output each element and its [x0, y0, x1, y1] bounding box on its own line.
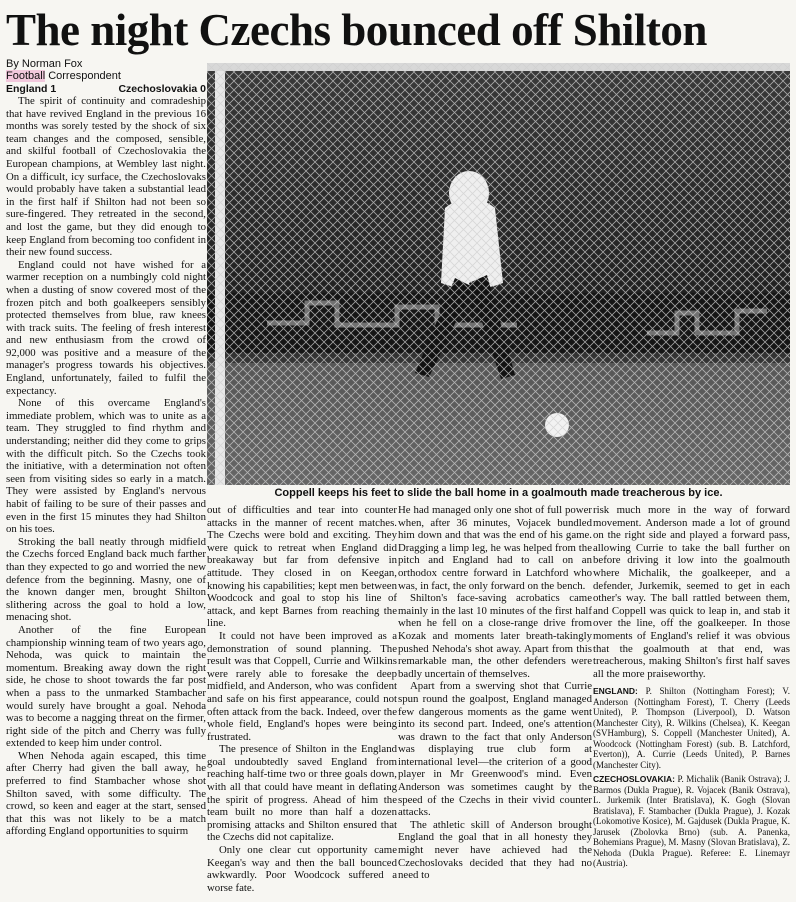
paragraph: Stroking the ball neatly through midfield the Czechs forced England back much farther than they expected to go and worried the new defence from the beginning. Masny, one of the known danger men, brought Shilton slithering across the goal to hold a low, menacing shot. — [6, 535, 206, 624]
article-column-4 — [593, 504, 790, 873]
paragraph: Apart from a swerving shot that Currie spun round the goalpost, England managed few dangerous moments as the game went into its second part. Indeed, one's attention was drawn to the fact that only Anderson was displaying true club form at international level—the criterion of a good player in Mr Greenwood's mind. Even Anderson was sometimes caught by the speed of the Czechs in their vivid counter attacks. — [398, 680, 592, 819]
score-away: Czechoslovakia 0 — [118, 83, 206, 95]
paragraph: It could not have been improved as a demonstration of sound planning. The result was that Coppell, Currie and Wilkins were rarely able to foresake the deep midfield, and Anderson, who was confident and safe on his first appearance, could not often attack from the back. Indeed, over the whole field, England's hopes were being frustrated. — [207, 629, 397, 743]
czech-lineup — [593, 774, 790, 869]
article-column-2 — [207, 504, 397, 894]
paragraph: The athletic skill of Anderson brought England the goal that in all honesty they might never have achieved had the Czechoslovaks decided that they had no need to — [398, 818, 592, 882]
paragraph: When Nehoda again escaped, this time after Cherry had given the ball away, he preferred to find Stambacher whose shot Shilton saved, with some difficulty. The crowd, so keen and eager at the start, sensed that this was not likely to be a match affording England opportunities to squirm — [6, 749, 206, 838]
byline-section-highlight: Football — [6, 70, 46, 82]
goalmouth-photo-image — [207, 63, 790, 485]
article-column-1 — [6, 95, 206, 838]
czech-label: CZECHOSLOVAKIA: — [593, 774, 676, 785]
byline-role: Correspondent — [48, 70, 121, 82]
byline — [6, 58, 121, 82]
paragraph: None of this overcame England's immediate problem, which was to unite as a team. They struggled to find rhythm and understanding; neither did they come to grips with the difficult pitch. So the Czechs took the initiative, with a determination not often seen from visiting sides so early in a match. They were assisted by England's nervous habit of failing to be sure of their passes and even in the first 15 minutes they had Shilton on his toes. — [6, 397, 206, 536]
score-line — [6, 83, 206, 95]
czech-players: P. Michalik (Banik Ostrava); J. Barmos (Dukla Prague), R. Vojacek (Banik Ostrava), L. Jurkemik (Inter Bratislava), K. Gogh (Slovan Bratislava), F. Stambacher (Dukla Prague), J. Kozak (Lokomotive Kosice), M. Gajdusek (Dukla Prague, K. Jarusek (Zbolovka Brno) (sub. A. Panenka, Bohemians Prague), M. Masny (Slovan Bratislava), Z. Nehoda (Dukla Prague). Referee: E. Linemayr (Austria). — [593, 774, 790, 869]
byline-author: By Norman Fox — [6, 58, 83, 70]
match-photo — [207, 63, 790, 485]
paragraph: risk much more in the way of forward movement. Anderson made a lot of ground on the right side and played a forward pass, allowing Currie to take the ball further on before driving it low into the goalmouth where Michalik, the goalkeeper, and a defender, Jurkemik, seemed to get in each other's way. The ball rattled between them, and Coppell was quick to leap in, and stab it over the line, off the goalkeeper. In those moments of England's relief it was obvious that the goalmouth at that end, was treacherous, making Shilton's first half saves all the more praiseworthy. — [593, 504, 790, 680]
paragraph: out of difficulties and tear into counter attacks in the manner of recent matches. The Czechs were bold and exciting. They were quick to retreat when England did breakaway but far from defensive in attitude. They closed in on Keegan, knowing his capabilities; kept men between Woodcock and goal to stop his line of attack, and kept Barnes from reaching the line. — [207, 504, 397, 630]
england-lineup — [593, 686, 790, 770]
paragraph: The spirit of continuity and comradeship that have revived England in the previous 16 months was sorely tested by the shock of six team changes and the composed, sensible, and skilful football of Czechoslovakia the European champions, at Wembley last night. On a difficult, icy surface, the Czechoslovaks would probably have taken a substantial lead in the first half if Shilton had not been so sure-fingered. They retreated in the second, and lost the game, but they did enough to keep England from becoming too confident in their new found success. — [6, 95, 206, 259]
paragraph: Only one clear cut opportunity came Keegan's way and then the ball bounced awkwardly. Poor Woodcock suffered a worse fate. — [207, 844, 397, 894]
score-home: England 1 — [6, 83, 57, 95]
paragraph: Shilton's face-saving acrobatics came mainly in the last 10 minutes of the first half when he fell on a close-range drive from Kozak and moments later breath-takingly pushed Nehoda's shot away. Apart from this remarkable man, the other defenders were badly uncertain of themselves. — [398, 592, 592, 680]
paragraph: England could not have wished for a warmer reception on a numbingly cold night when a dusting of snow covered most of the frozen pitch and both goalkeepers sensibly protected themselves from blue, raw knees with track suits. The feeling of fresh interest and new enthusiasm from the crowd of 92,000 was positive and a measure of the manager's progress towards his objectives. England, unfortunately, failed to fulfil the expectancy. — [6, 258, 206, 397]
article-column-3 — [398, 504, 592, 882]
photo-caption: Coppell keeps his feet to slide the ball home in a goalmouth made treacherous by ice. — [274, 487, 723, 499]
team-lineups — [593, 686, 790, 869]
paragraph: The presence of Shilton in the England goal undoubtedly saved England from reaching half-time two or three goals down, with all that could have meant in deflating the spirit of progress. Ahead of him the team built no more than half a dozen promising attacks and Shilton ensured that the Czechs did not capitalize. — [207, 743, 397, 844]
paragraph: Another of the fine European championship winning team of two years ago, Nehoda, was quick to maintain the momentum. Breaking away down the right side, he chose to shoot towards the far post when a pass to the unmarked Stambacher would surely have brought a goal. Nehoda was to become a nagging threat on the firmer, right side of the pitch and Cherry was fully extended to keep him under control. — [6, 623, 206, 750]
england-label: ENGLAND: — [593, 686, 638, 697]
paragraph: He had managed only one shot of full power when, after 36 minutes, Vojacek bundled him down and that was the end of his game. Dragging a limp leg, he was helped from the pitch and England had to call on an orthodox centre forward in Latchford who was, in fact, the only forward on the bench. — [398, 504, 592, 592]
headline: The night Czechs bounced off Shilton — [6, 5, 707, 55]
england-players: P. Shilton (Nottingham Forest); V. Anderson (Nottingham Forest), T. Cherry (Leeds United), P. Thompson (Liverpool), D. Watson (Manchester City), R. Wilkins (Chelsea), K. Keegan (SVHamburg), S. Coppell (Manchester United), A. Woodcock (Nottingham Forest) (sub. B. Latchford, Everton)), A. Currie (Leeds United), P. Barnes (Manchester City). — [593, 686, 791, 770]
